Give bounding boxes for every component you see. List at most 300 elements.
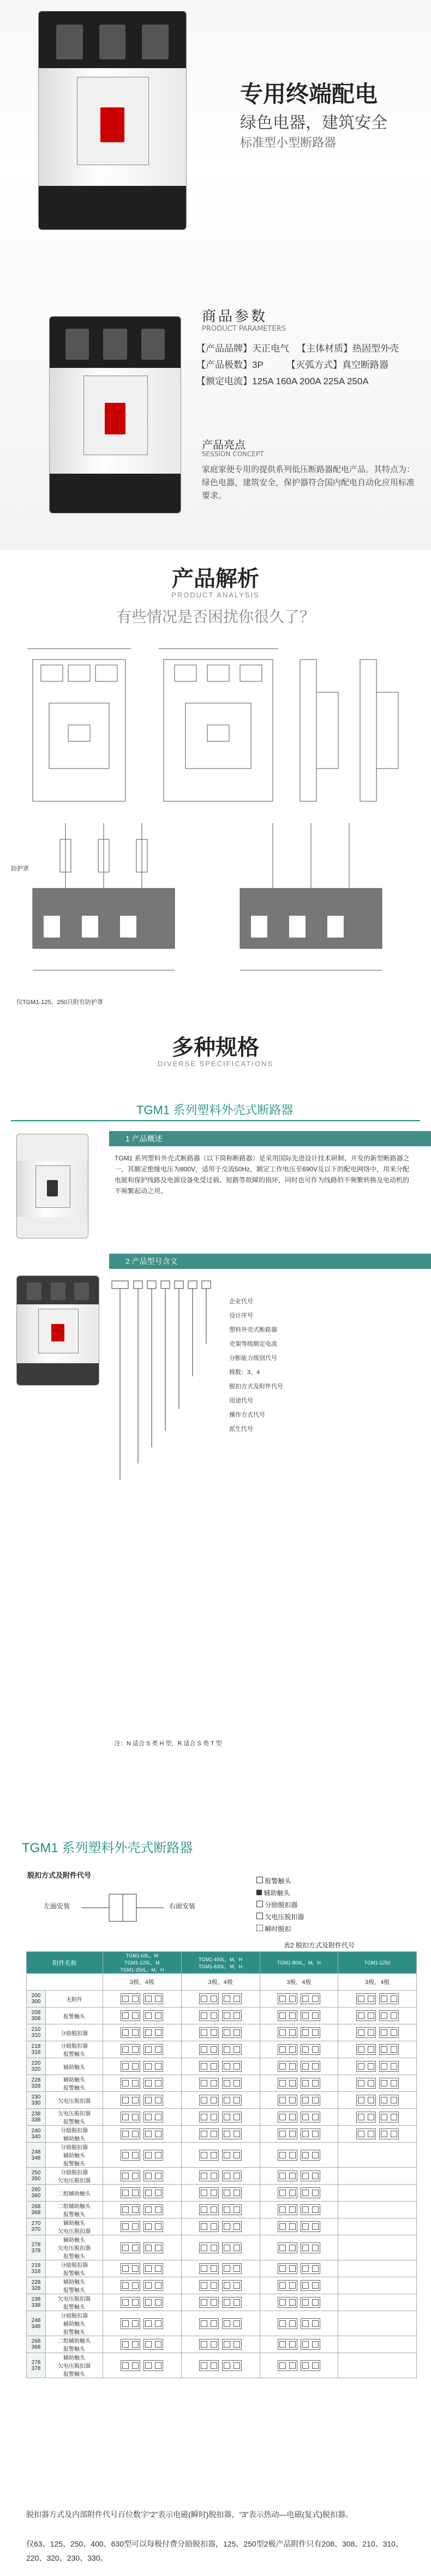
row-symbol-cell — [260, 2126, 338, 2143]
row-name: 二组辅助触头 报警触头 — [46, 2336, 103, 2353]
row-symbol-cell — [181, 2336, 260, 2353]
row-name: 欠电压脱扣器 报警触头 — [46, 2109, 103, 2126]
row-symbol-cell — [181, 2143, 260, 2168]
analysis-section — [0, 551, 431, 1019]
accessory-symbol-icon — [301, 2318, 320, 2329]
table-head-col: TGM1-800L，M，H — [260, 1952, 338, 1974]
row-name: 二组辅助触头 — [46, 2185, 103, 2202]
accessory-symbol-icon — [199, 2221, 219, 2232]
accessory-symbol-icon — [121, 2128, 140, 2139]
row-code: 240 340 — [27, 2126, 46, 2143]
row-name: 辅助触头 欠电压脱扣器 报警触头 — [46, 2235, 103, 2260]
accessory-symbol-icon — [278, 2339, 297, 2350]
row-symbol-cell — [181, 2311, 260, 2336]
accessory-symbol-icon — [222, 2221, 242, 2232]
legend — [256, 1875, 304, 1935]
row-name: 分励脱扣器 辅助触头 报警触头 — [46, 2311, 103, 2336]
table-row — [27, 1991, 417, 2007]
row-symbol-cell — [103, 2007, 182, 2024]
row-symbol-cell — [181, 2024, 260, 2041]
row-symbol-cell — [260, 2168, 338, 2185]
accessory-symbol-icon — [222, 2095, 242, 2106]
table-row — [27, 2058, 417, 2075]
row-symbol-cell — [338, 2218, 417, 2235]
accessory-symbol-icon — [143, 2078, 163, 2089]
accessory-symbol-icon — [222, 2297, 242, 2308]
row-name: 分励脱扣器 报警触头 — [46, 2041, 103, 2058]
row-symbol-cell — [103, 2143, 182, 2168]
row-name: 欠电压脱扣器 报警触头 — [46, 2294, 103, 2311]
accessory-symbol-icon — [143, 2339, 163, 2350]
concept-title-en: SESSION CONCEPT — [202, 450, 264, 458]
accessory-symbol-icon — [121, 1993, 140, 2004]
accessory-symbol-icon — [379, 2128, 399, 2139]
row-code: 238 338 — [27, 2109, 46, 2126]
drawing-caption: 仅TGM1-125、250只附有防护罩 — [16, 999, 103, 1006]
row-symbol-cell — [260, 2143, 338, 2168]
row-symbol-cell — [103, 2109, 182, 2126]
row-symbol-cell — [260, 2294, 338, 2311]
accessory-section — [0, 1837, 431, 2576]
accessory-symbol-icon — [222, 2360, 242, 2371]
accessory-symbol-icon — [222, 2027, 242, 2038]
legend-label: 报警触头 — [265, 1877, 291, 1885]
row-name: 欠电压脱扣器 — [46, 2092, 103, 2109]
row-symbol-cell — [338, 2126, 417, 2143]
row-symbol-cell — [260, 2353, 338, 2378]
section-bar-overview: 1 产品概述 — [109, 1131, 431, 1146]
footnote-1: 脱扣器方式及内部附件代号百位数字“2”表示电磁(瞬时)脱扣器，“3”表示热动—电磁(复式)脱扣器。 — [26, 2510, 353, 2519]
row-symbol-cell — [338, 2075, 417, 2092]
accessory-symbol-icon — [278, 2360, 297, 2371]
row-symbol-cell — [103, 2336, 182, 2353]
accessory-symbol-icon — [121, 2339, 140, 2350]
accessory-symbol-icon — [356, 2061, 376, 2072]
row-symbol-cell — [181, 2109, 260, 2126]
accessory-symbol-icon — [301, 2170, 320, 2181]
accessory-symbol-icon — [301, 2339, 320, 2350]
accessory-symbol-icon — [199, 2061, 219, 2072]
row-name: 辅助触头 — [46, 2058, 103, 2075]
row-code: 220 320 — [27, 2058, 46, 2075]
table-head-col: TGM1-400L，M，H TGM1-630L，M，H — [181, 1952, 260, 1974]
accessory-symbol-icon — [278, 2112, 297, 2123]
table-row — [27, 2007, 417, 2024]
accessory-symbol-icon — [199, 2128, 219, 2139]
model-line: 壳架等级额定电流 — [229, 1341, 277, 1347]
row-symbol-cell — [260, 2277, 338, 2294]
row-symbol-cell — [181, 2041, 260, 2058]
accessory-symbol-icon — [301, 2187, 320, 2198]
accessory-symbol-icon — [121, 2204, 140, 2215]
accessory-symbol-icon — [199, 2150, 219, 2161]
row-symbol-cell — [103, 2311, 182, 2336]
table-subhead: 3极、4极 — [338, 1974, 417, 1991]
accessory-symbol-icon — [222, 2128, 242, 2139]
legend-item — [256, 1923, 304, 1935]
accessory-symbol-icon — [143, 2318, 163, 2329]
analysis-title: 产品解析 — [172, 567, 259, 591]
row-symbol-cell — [103, 2024, 182, 2041]
accessory-symbol-icon — [121, 2263, 140, 2274]
accessory-symbol-icon — [278, 2061, 297, 2072]
row-symbol-cell — [338, 2353, 417, 2378]
accessory-symbol-icon — [222, 2044, 242, 2055]
accessory-symbol-icon — [301, 2010, 320, 2021]
model-line: 操作方式代号 — [229, 1412, 265, 1418]
accessory-symbol-icon — [278, 2078, 297, 2089]
overview-desc: TGM1 系列塑料外壳式断路器（以下简称断路器）是采用国际先进设计技术研制、开发的新型断路器之一，其额定绝缘电压为800V，适用于交流50Hz，额定工作电压至690V及以下的配电网络中，用来分配电能和保护线路及电源设备免受过载、短路等故障的损坏，同时也可作为线路的不频繁转换及电动机的不频繁起动之用。 — [115, 1154, 410, 1195]
accessory-symbol-icon — [278, 2027, 297, 2038]
accessory-symbol-icon — [121, 2112, 140, 2123]
table-row — [27, 2218, 417, 2235]
accessory-symbol-icon — [301, 1993, 320, 2004]
row-name: 二组辅助触头 报警触头 — [46, 2202, 103, 2218]
accessory-symbol-icon — [278, 2280, 297, 2291]
row-symbol-cell — [338, 2277, 417, 2294]
accessory-symbol-icon — [143, 2044, 163, 2055]
table-title: 表2 脱扣方式及附件代号 — [284, 1942, 355, 1949]
row-name: 分励脱扣器 辅助触头 — [46, 2126, 103, 2143]
accessory-symbol-icon — [379, 1993, 399, 2004]
acc-sub-title: 脱扣方式及附件代号 — [27, 1871, 92, 1879]
accessory-symbol-icon — [222, 2242, 242, 2253]
hero-subtitle-2: 标准型小型断路器 — [240, 136, 337, 150]
row-code: 278 378 — [27, 2235, 46, 2260]
hero-title: 专用终端配电 — [240, 81, 378, 107]
row-symbol-cell — [103, 1991, 182, 2007]
model-line: 分断能力级别代号 — [229, 1355, 277, 1362]
accessory-symbol-icon — [121, 2078, 140, 2089]
accessory-symbol-icon — [278, 2297, 297, 2308]
accessory-symbol-icon — [199, 2170, 219, 2181]
accessory-symbol-icon — [379, 2078, 399, 2089]
row-symbol-cell — [181, 2260, 260, 2277]
row-symbol-cell — [181, 2185, 260, 2202]
accessory-symbol-icon — [121, 2027, 140, 2038]
accessory-symbol-icon — [143, 2297, 163, 2308]
accessory-symbol-icon — [199, 2010, 219, 2021]
row-symbol-cell — [260, 2218, 338, 2235]
row-symbol-cell — [181, 2353, 260, 2378]
accessory-symbol-icon — [121, 2318, 140, 2329]
param-value: 天正电气 — [252, 343, 289, 354]
accessory-symbol-icon — [199, 2027, 219, 2038]
accessory-symbol-icon — [199, 2112, 219, 2123]
params-title: 商品参数 — [202, 309, 268, 325]
param-key: 【产品品牌】 — [196, 343, 252, 354]
specs-series-title: TGM1 系列塑料外壳式断路器 — [136, 1103, 294, 1117]
row-code: 208 308 — [27, 2007, 46, 2024]
row-symbol-cell — [103, 2277, 182, 2294]
accessory-symbol-icon — [356, 2027, 376, 2038]
row-symbol-cell — [338, 2041, 417, 2058]
row-symbol-cell — [181, 2277, 260, 2294]
accessory-symbol-icon — [121, 2242, 140, 2253]
row-symbol-cell — [103, 2202, 182, 2218]
accessory-symbol-icon — [199, 2187, 219, 2198]
accessory-symbol-icon — [301, 2061, 320, 2072]
table-subhead: 3极、4极 — [181, 1974, 260, 1991]
row-symbol-cell — [338, 1991, 417, 2007]
row-code: 268 368 — [27, 2336, 46, 2353]
accessory-symbol-icon — [278, 1993, 297, 2004]
table-head-col: TGM1-63L，M TGM1-125L，M TGM1-250L，M，H — [103, 1952, 182, 1974]
row-symbol-cell — [260, 2202, 338, 2218]
legend-label: 欠电压脱扣器 — [265, 1913, 304, 1921]
accessory-symbol-icon — [121, 2221, 140, 2232]
row-code: 230 330 — [27, 2092, 46, 2109]
row-symbol-cell — [103, 2058, 182, 2075]
breaker-image-top — [38, 11, 187, 230]
accessory-symbol-icon — [356, 2112, 376, 2123]
row-name: 分励脱扣器 欠电压脱扣器 — [46, 2168, 103, 2185]
model-lines — [229, 1295, 283, 1436]
row-symbol-cell — [260, 2007, 338, 2024]
accessory-symbol-icon — [199, 2360, 219, 2371]
product-photo-1 — [16, 1134, 88, 1238]
table-row — [27, 2353, 417, 2378]
table-row — [27, 2143, 417, 2168]
row-code: 270 370 — [27, 2218, 46, 2235]
accessory-symbol-icon — [121, 2150, 140, 2161]
table-row — [27, 2235, 417, 2260]
param-value: 125A 160A 200A 225A 250A — [252, 376, 369, 386]
row-symbol-cell — [338, 2294, 417, 2311]
params-list — [196, 341, 420, 390]
accessory-symbol-icon — [278, 2095, 297, 2106]
accessory-symbol-icon — [199, 2204, 219, 2215]
table-subhead: 3极、4极 — [103, 1974, 182, 1991]
row-symbol-cell — [260, 2058, 338, 2075]
accessory-symbol-icon — [143, 2061, 163, 2072]
accessory-symbol-icon — [301, 2078, 320, 2089]
row-symbol-cell — [338, 2143, 417, 2168]
table-row — [27, 2075, 417, 2092]
mount-right-label: 右面安装 — [169, 1902, 196, 1910]
row-code: 218 318 — [27, 2041, 46, 2058]
row-symbol-cell — [181, 2294, 260, 2311]
accessory-symbol-icon — [121, 2297, 140, 2308]
breaker-image-middle — [49, 316, 181, 513]
param-key: 【产品极数】 — [196, 360, 252, 370]
accessory-symbol-icon — [143, 1993, 163, 2004]
row-symbol-cell — [260, 2185, 338, 2202]
param-key: 【灭弧方式】 — [286, 360, 343, 370]
row-code: 268 368 — [27, 2202, 46, 2218]
row-symbol-cell — [260, 2311, 338, 2336]
specs-title: 多种规格 — [172, 1036, 259, 1060]
params-title-en: PRODUCT PARAMETERS — [202, 325, 286, 333]
row-symbol-cell — [103, 2092, 182, 2109]
row-symbol-cell — [103, 2235, 182, 2260]
param-row-3 — [196, 373, 420, 390]
model-line: 脱扣方式及附件代号 — [229, 1383, 283, 1390]
accessory-symbol-icon — [301, 2297, 320, 2308]
accessory-symbol-icon — [278, 2318, 297, 2329]
accessory-symbol-icon — [222, 2170, 242, 2181]
accessory-symbol-icon — [278, 2204, 297, 2215]
accessory-symbol-icon — [222, 2078, 242, 2089]
accessory-symbol-icon — [301, 2044, 320, 2055]
accessory-symbol-icon — [278, 2044, 297, 2055]
row-name: 辅助触头 欠电压脱扣器 — [46, 2218, 103, 2235]
row-symbol-cell — [181, 1991, 260, 2007]
accessory-symbol-icon — [222, 2061, 242, 2072]
table-row — [27, 2336, 417, 2353]
concept-title: 产品亮点 — [202, 438, 246, 451]
row-symbol-cell — [338, 2058, 417, 2075]
accessory-symbol-icon — [199, 2078, 219, 2089]
model-note: 注：N 适合 S 类 H 型，R 适合 S 类 T 型 — [115, 1740, 222, 1747]
row-symbol-cell — [103, 2041, 182, 2058]
table-head-name: 附件名称 — [27, 1952, 103, 1974]
param-key: 【额定电流】 — [196, 376, 252, 386]
row-code: 218 318 — [27, 2260, 46, 2277]
row-code: 238 338 — [27, 2294, 46, 2311]
accessory-symbol-icon — [199, 2044, 219, 2055]
row-name: 分励脱扣器 报警触头 — [46, 2260, 103, 2277]
param-value: 热固型外壳 — [352, 343, 399, 354]
accessory-symbol-icon — [222, 2112, 242, 2123]
accessory-symbol-icon — [121, 2360, 140, 2371]
row-symbol-cell — [103, 2168, 182, 2185]
accessory-symbol-icon — [356, 2078, 376, 2089]
accessory-symbol-icon — [278, 2010, 297, 2021]
analysis-question: 有些情况是否困扰你很久了？ — [116, 608, 315, 625]
accessory-symbol-icon — [278, 2150, 297, 2161]
accessory-symbol-icon — [222, 2150, 242, 2161]
row-code: 248 348 — [27, 2143, 46, 2168]
accessory-symbol-icon — [379, 2010, 399, 2021]
accessory-symbol-icon — [301, 2150, 320, 2161]
accessory-symbol-icon — [199, 2280, 219, 2291]
row-code: 228 328 — [27, 2075, 46, 2092]
acc-series-title: TGM1 系列塑料外壳式断路器 — [22, 1841, 193, 1855]
accessory-symbol-icon — [222, 2280, 242, 2291]
param-value: 3P — [252, 360, 264, 370]
legend-item — [256, 1887, 304, 1899]
accessory-symbol-icon — [143, 2170, 163, 2181]
row-symbol-cell — [181, 2092, 260, 2109]
table-row — [27, 2041, 417, 2058]
technical-drawing — [11, 632, 415, 992]
accessory-symbol-icon — [278, 2263, 297, 2274]
table-row — [27, 2185, 417, 2202]
accessory-symbol-icon — [199, 2242, 219, 2253]
accessory-symbol-icon — [301, 2027, 320, 2038]
model-line: 用途代号 — [229, 1398, 253, 1404]
row-symbol-cell — [260, 2075, 338, 2092]
row-symbol-cell — [338, 2235, 417, 2260]
legend-item — [256, 1911, 304, 1923]
accessory-symbol-icon — [143, 2010, 163, 2021]
table-row — [27, 2109, 417, 2126]
row-symbol-cell — [338, 2336, 417, 2353]
accessory-symbol-icon — [121, 2044, 140, 2055]
table-row — [27, 2311, 417, 2336]
accessory-symbol-icon — [301, 2112, 320, 2123]
row-symbol-cell — [181, 2126, 260, 2143]
accessory-symbol-icon — [278, 2128, 297, 2139]
row-code: 228 328 — [27, 2277, 46, 2294]
row-name: 分励脱扣器 — [46, 2024, 103, 2041]
table-subhead: 3极、4极 — [260, 1974, 338, 1991]
row-symbol-cell — [260, 2336, 338, 2353]
model-line: 极数：3、4 — [229, 1369, 260, 1376]
legend-label: 辅助触头 — [264, 1889, 290, 1897]
row-symbol-cell — [181, 2235, 260, 2260]
accessory-table — [26, 1951, 417, 2378]
legend-item — [256, 1899, 304, 1911]
row-symbol-cell — [338, 2092, 417, 2109]
hero-subtitle: 绿色电器，建筑安全 — [240, 113, 387, 132]
accessory-symbol-icon — [278, 2187, 297, 2198]
accessory-symbol-icon — [143, 2242, 163, 2253]
accessory-symbol-icon — [143, 2187, 163, 2198]
analysis-title-en: PRODUCT ANALYSIS — [171, 591, 260, 599]
product-photo-2 — [16, 1275, 99, 1386]
row-symbol-cell — [338, 2024, 417, 2041]
row-symbol-cell — [338, 2260, 417, 2277]
accessory-symbol-icon — [121, 2095, 140, 2106]
param-row-1 — [196, 341, 420, 357]
row-symbol-cell — [181, 2007, 260, 2024]
row-symbol-cell — [338, 2007, 417, 2024]
table-row — [27, 2024, 417, 2041]
row-code: 260 360 — [27, 2185, 46, 2202]
row-symbol-cell — [103, 2126, 182, 2143]
row-name: 辅助触头 报警触头 — [46, 2277, 103, 2294]
model-line: 设计序号 — [229, 1313, 253, 1319]
row-symbol-cell — [103, 2185, 182, 2202]
param-key: 【主体材质】 — [297, 343, 353, 354]
row-symbol-cell — [338, 2185, 417, 2202]
row-symbol-cell — [260, 2109, 338, 2126]
footnote-2: 仅63、125、250、400、630型可以每极付费分励脱扣器，125、250型2极产品附件只有208、308、210、310、220、320、230、330。 — [26, 2539, 403, 2562]
row-symbol-cell — [181, 2202, 260, 2218]
specs-section — [0, 1019, 431, 1837]
accessory-symbol-icon — [121, 2170, 140, 2181]
accessory-symbol-icon — [301, 2242, 320, 2253]
concept-text: 家庭家便专用的提供系列低压断路器配电产品。其特点为：绿色电器，建筑安全，保护器符合国内配电自动化应用标准要求。 — [202, 465, 415, 500]
accessory-symbol-icon — [199, 2095, 219, 2106]
row-symbol-cell — [181, 2075, 260, 2092]
row-symbol-cell — [181, 2168, 260, 2185]
row-symbol-cell — [260, 2024, 338, 2041]
accessory-symbol-icon — [222, 2187, 242, 2198]
row-symbol-cell — [103, 2353, 182, 2378]
table-row — [27, 2294, 417, 2311]
accessory-symbol-icon — [199, 2297, 219, 2308]
row-code: 278 378 — [27, 2353, 46, 2378]
accessory-symbol-icon — [143, 2112, 163, 2123]
row-symbol-cell — [103, 2294, 182, 2311]
row-name: 辅助触头 欠电压脱扣器 报警触头 — [46, 2353, 103, 2378]
accessory-symbol-icon — [301, 2280, 320, 2291]
row-name: 辅助触头 报警触头 — [46, 2075, 103, 2092]
row-symbol-cell — [338, 2311, 417, 2336]
model-line: 塑料外壳式断路器 — [229, 1327, 277, 1333]
accessory-symbol-icon — [278, 2242, 297, 2253]
row-symbol-cell — [338, 2109, 417, 2126]
accessory-symbol-icon — [143, 2027, 163, 2038]
accessory-symbol-icon — [356, 2010, 376, 2021]
row-symbol-cell — [181, 2218, 260, 2235]
accessory-symbol-icon — [301, 2221, 320, 2232]
accessory-symbol-icon — [121, 2187, 140, 2198]
row-symbol-cell — [103, 2075, 182, 2092]
